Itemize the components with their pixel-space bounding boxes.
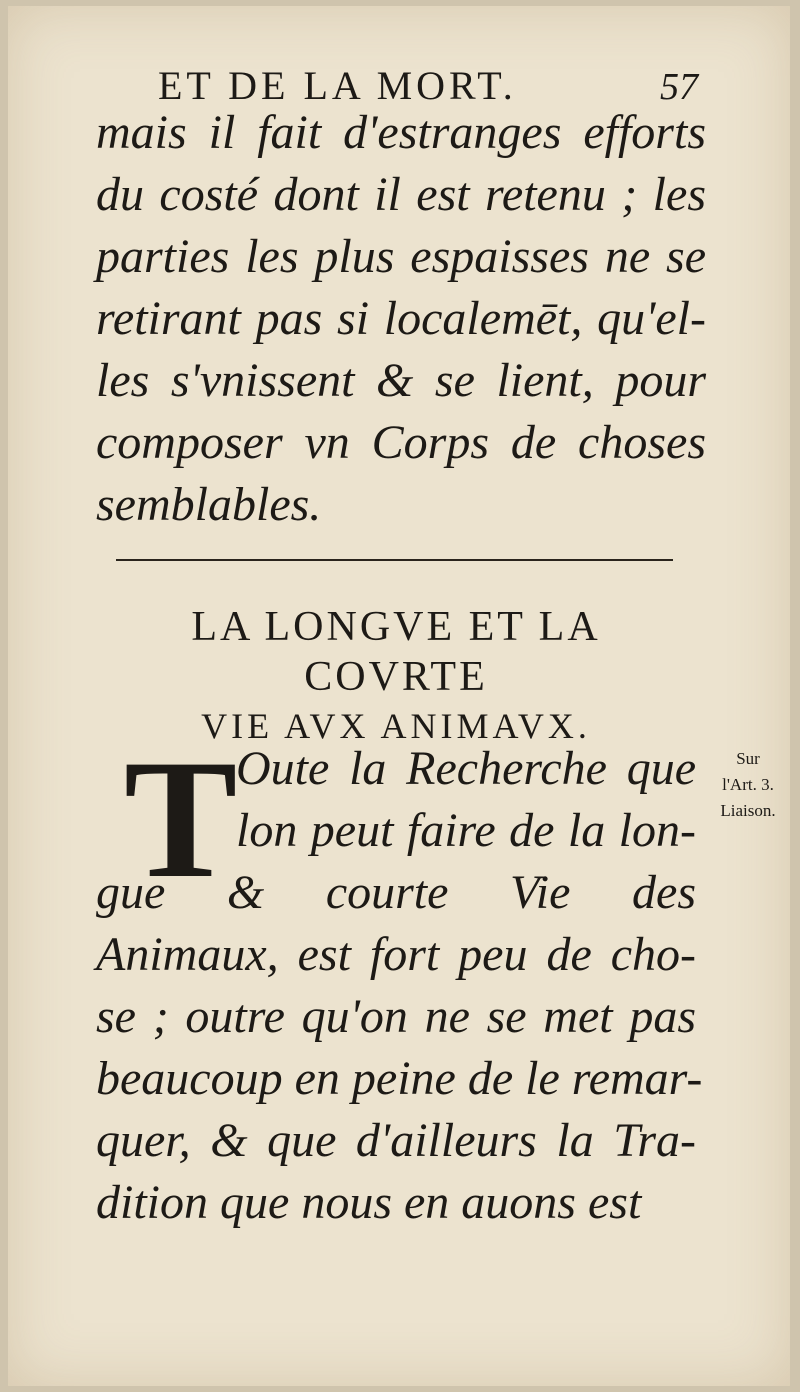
margin-note-line: Sur: [736, 749, 760, 768]
text-line: se ; outre qu'on ne se met pas: [96, 990, 696, 1043]
section-title-line1: LA LONGVE ET LA COVRTE: [191, 604, 601, 700]
paragraph-body: [96, 862, 703, 1234]
text-line: lon peut faire de la lon-: [236, 804, 696, 857]
text-line: Animaux, est fort peu de cho-: [96, 928, 696, 981]
book-page: [8, 6, 790, 1386]
text-line: dition que nous en auons est: [96, 1176, 642, 1229]
drop-cap: T: [124, 725, 238, 913]
text-line: gue & courte Vie des: [96, 866, 696, 919]
text-line: beaucoup en peine de le remar-: [96, 1052, 703, 1105]
text-line: composer vn Corps de choses: [96, 416, 706, 469]
margin-note-line: Liaison.: [720, 801, 776, 820]
section-divider: [116, 559, 673, 561]
text-line: retirant pas si localemēt, qu'el-: [96, 292, 706, 345]
text-line: les s'vnissent & se lient, pour: [96, 354, 706, 407]
text-line: semblables.: [96, 478, 322, 531]
page-number: 57: [660, 66, 698, 108]
text-line: quer, & que d'ailleurs la Tra-: [96, 1114, 696, 1167]
running-title: ET DE LA MORT.: [158, 63, 517, 108]
text-line: du costé dont il est retenu ; les: [96, 168, 706, 221]
section-title-line2: VIE AVX ANIMAVX.: [201, 706, 591, 746]
margin-note: [708, 746, 788, 824]
text-line: mais il fait d'estranges efforts: [96, 106, 706, 159]
margin-note-line: l'Art. 3.: [722, 775, 774, 794]
text-line: Oute la Recherche que: [236, 742, 696, 795]
paragraph-continuation: [96, 102, 706, 536]
text-line: parties les plus espaisses ne se: [96, 230, 706, 283]
paragraph-opening: [236, 738, 696, 862]
